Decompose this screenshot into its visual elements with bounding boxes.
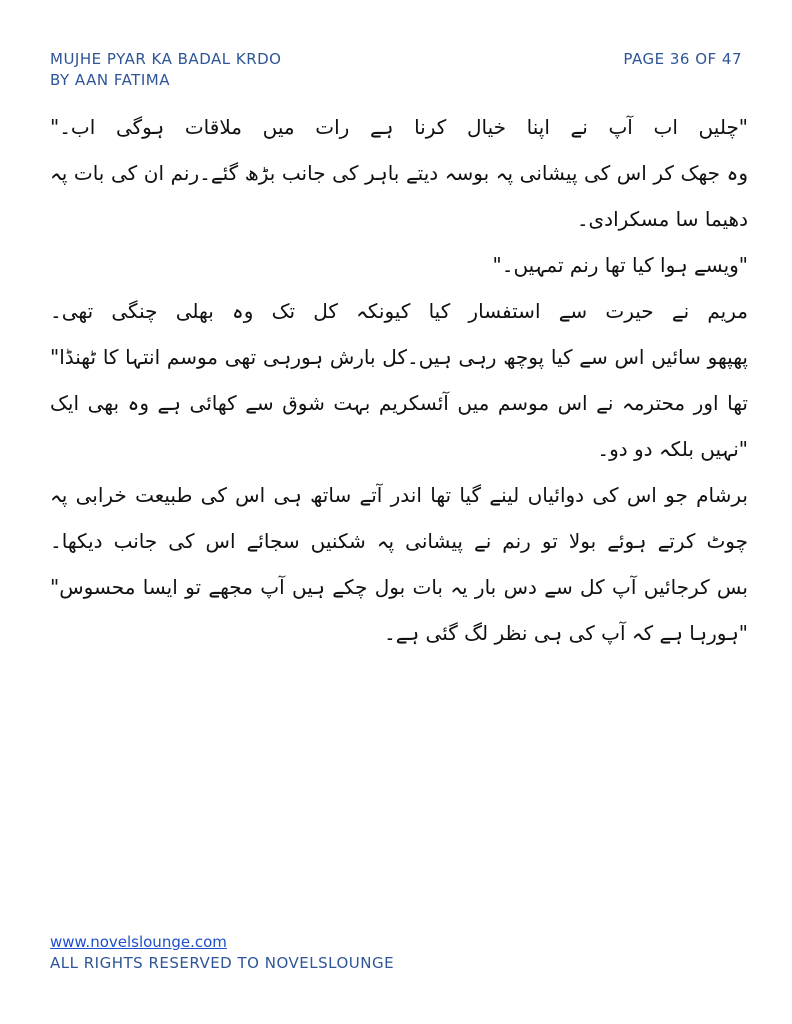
text-line: دھیما سا مسکرادی۔: [576, 207, 748, 231]
website-link[interactable]: www.novelslounge.com: [50, 933, 227, 951]
text-line: بس کرجائیں آپ کل سے دس بار یہ بات بول چکے ہیں آپ مجھے تو ایسا محسوس": [50, 575, 748, 599]
page-number: PAGE 36 OF 47: [623, 50, 742, 68]
page-body: [50, 104, 748, 656]
text-line: مریم نے حیرت سے استفسار کیا کیونکہ کل تک وہ بھلی چنگی تھی۔: [50, 299, 748, 323]
text-line: "ہورہا ہے کہ آپ کی ہی نظر لگ گئی ہے۔: [384, 621, 748, 645]
text-line: تھا اور محترمہ نے اس موسم میں آئسکریم بہت شوق سے کھائی ہے وہ بھی ایک: [50, 391, 748, 415]
text-line: پھپھو سائیں اس سے کیا پوچھ رہی ہیں۔کل بارش ہورہی تھی موسم انتہا کا ٹھنڈا": [50, 345, 748, 369]
document-footer: [50, 932, 394, 974]
text-line: چوٹ کرتے ہوئے بولا تو رنم نے پیشانی پہ شکنیں سجائے اس کی جانب دیکھا۔: [50, 529, 748, 553]
text-line: "نہیں بلکہ دو دو۔: [597, 437, 748, 461]
text-line: "چلیں اب آپ نے اپنا خیال کرنا ہے رات میں ملاقات ہوگی اب۔": [50, 115, 748, 139]
text-line: "ویسے ہوا کیا تھا رنم تمہیں۔": [492, 253, 748, 277]
text-line: برشام جو اس کی دوائیاں لینے گیا تھا اندر آتے ساتھ ہی اس کی طبیعت خرابی پہ: [50, 483, 748, 507]
rights-notice: ALL RIGHTS RESERVED TO NOVELSLOUNGE: [50, 954, 395, 972]
novel-title: MUJHE PYAR KA BADAL KRDO: [50, 50, 282, 68]
document-header-left: [50, 49, 281, 91]
author-name: BY AAN FATIMA: [50, 71, 170, 89]
text-line: وہ جھک کر اس کی پیشانی پہ بوسہ دیتے باہر کی جانب بڑھ گئے۔رنم ان کی بات پہ: [50, 161, 748, 185]
